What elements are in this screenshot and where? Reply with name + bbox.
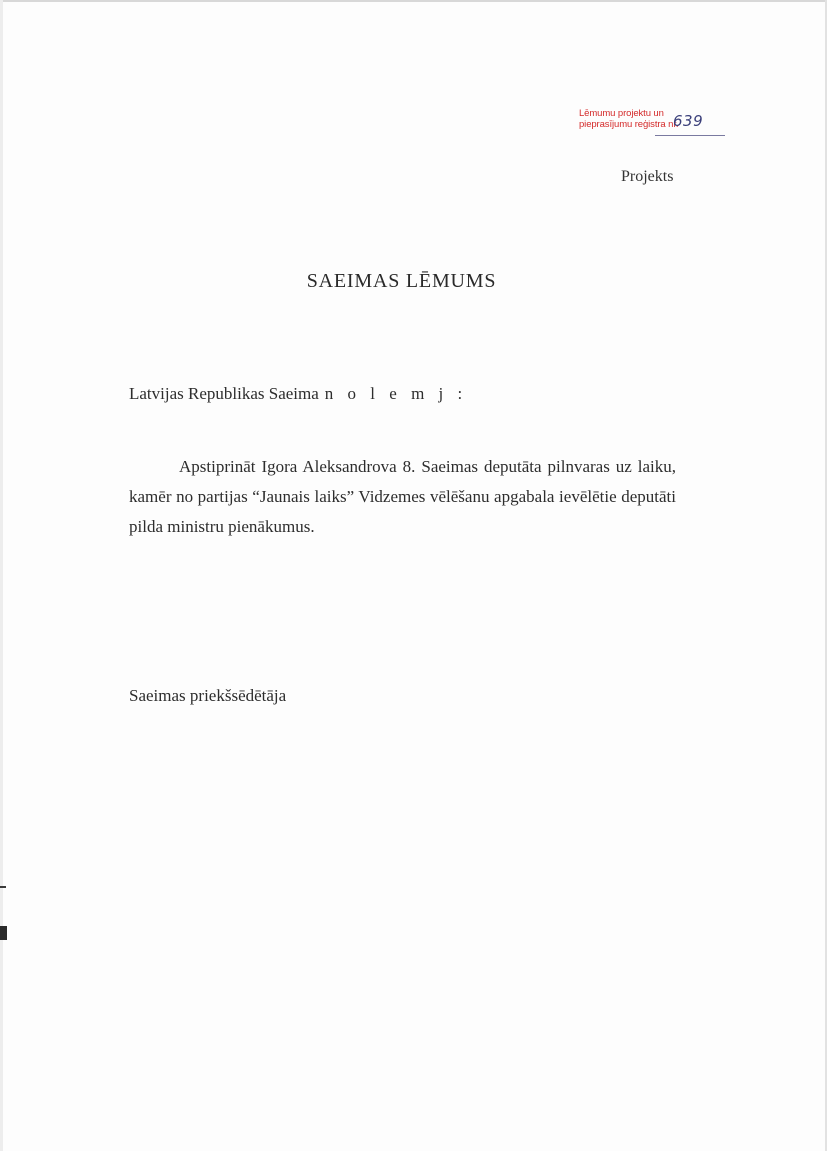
- stamp-line-2: pieprasījumu reģistra nr.: [579, 119, 679, 130]
- scan-artifact-mark: [0, 886, 6, 888]
- scan-edge-left: [0, 0, 3, 1151]
- registry-number-underline: [655, 135, 725, 136]
- registry-number: 639: [673, 112, 704, 130]
- resolution-verb: n o l e m j :: [324, 384, 468, 403]
- document-title: SAEIMAS LĒMUMS: [306, 270, 497, 292]
- resolution-body: Apstiprināt Igora Aleksandrova 8. Saeimas deputāta pilnvaras uz laiku, kamēr no partijas “Jaunais laiks” Vidzemes vēlēšanu apgabala ievēlētie deputāti pilda ministru pienākumus.: [129, 457, 676, 536]
- scan-edge-top: [0, 0, 827, 2]
- resolution-line: [129, 384, 467, 404]
- draft-label: Projekts: [621, 168, 674, 185]
- resolution-intro: Latvijas Republikas Saeima: [129, 384, 319, 403]
- signature-title: Saeimas priekšsēdētāja: [129, 686, 287, 705]
- scan-artifact-mark: [0, 926, 7, 940]
- stamp-line-1: Lēmumu projektu un: [579, 108, 664, 119]
- registry-stamp: [579, 108, 739, 144]
